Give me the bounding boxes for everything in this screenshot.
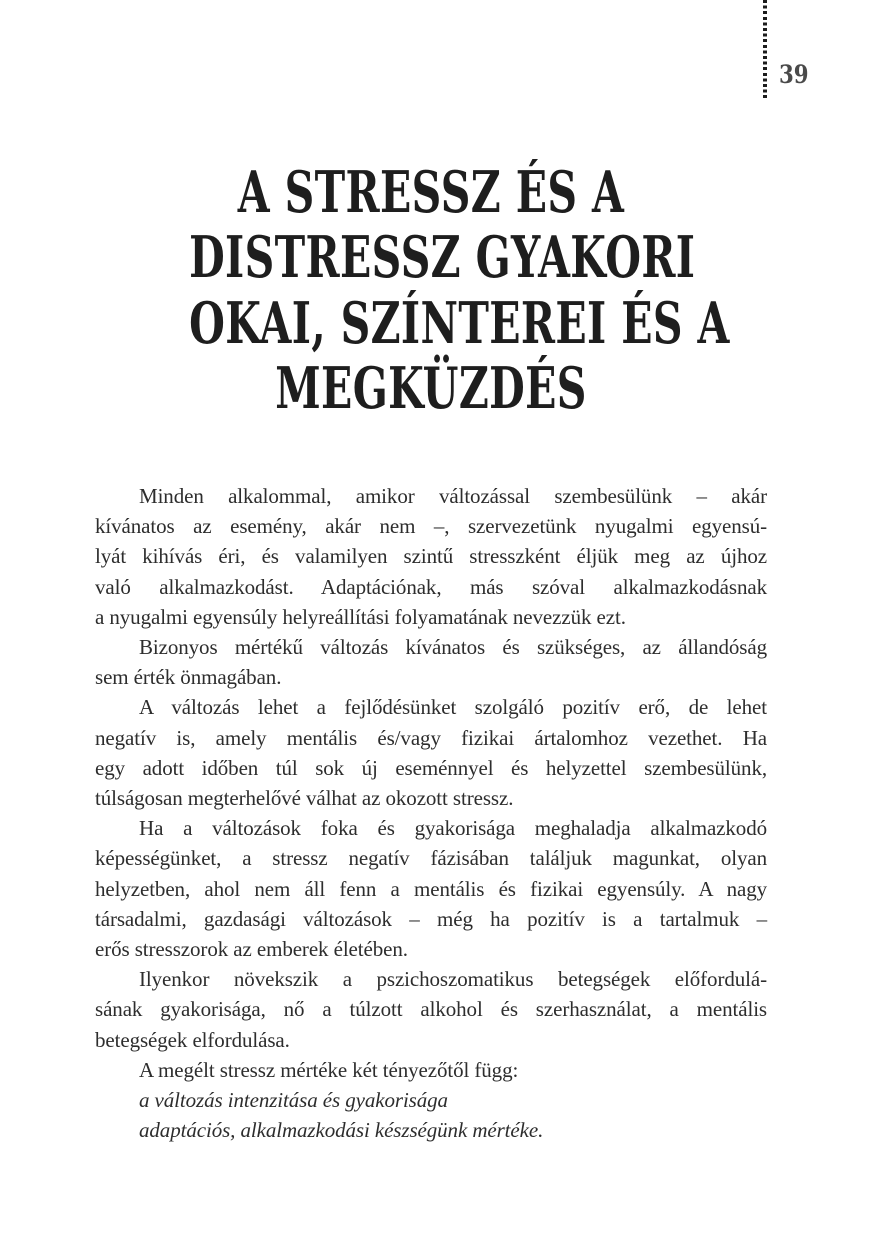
paragraph (95, 813, 767, 964)
page-title (95, 160, 767, 422)
dotted-margin-rule (763, 0, 767, 99)
text-line: egy adott időben túl sok új eseménnyel és helyzettel szembesülünk, (95, 755, 767, 780)
text-line: Bizonyos mértékű változás kívánatos és szükséges, az állandóság (139, 635, 767, 660)
page-number: 39 (779, 60, 809, 89)
text-line: Minden alkalommal, amikor változással szembesülünk – akár (139, 484, 767, 508)
paragraph (95, 481, 767, 632)
text-line: képességünket, a stressz negatív fázisában találjuk magunkat, olyan (95, 846, 767, 871)
text-line: sem érték önmagában. (95, 665, 282, 690)
title-line: MEGKÜZDÉS (275, 355, 587, 423)
paragraph (95, 692, 767, 813)
title-line: DISTRESSZ GYAKORI (189, 224, 696, 292)
text-line: a változás intenzitása és gyakorisága (139, 1088, 448, 1113)
text-line: adaptációs, alkalmazkodási készségünk mértéke. (139, 1118, 544, 1143)
paragraph (95, 964, 767, 1055)
text-line: betegségek elfordulása. (95, 1027, 290, 1052)
text-line: erős stresszorok az emberek életében. (95, 937, 408, 962)
text-line: Ha a változások foka és gyakorisága meghaladja alkalmazkodó (139, 816, 767, 841)
title-line: OKAI, SZÍNTEREI ÉS A (189, 289, 730, 357)
title-line: A STRESSZ ÉS A (237, 159, 625, 226)
text-line: sának gyakorisága, nő a túlzott alkohol és szerhasználat, a mentális (95, 997, 767, 1022)
text-line: helyzetben, ahol nem áll fenn a mentális és fizikai egyensúly. A nagy (95, 876, 767, 901)
text-line: túlságosan megterhelővé válhat az okozott stressz. (95, 786, 514, 811)
text-line: kívánatos az esemény, akár nem –, szervezetünk nyugalmi egyensú- (95, 514, 767, 539)
text-line: Ilyenkor növekszik a pszichoszomatikus betegségek előfordulá- (139, 967, 767, 992)
paragraph (95, 632, 767, 692)
body-text (95, 481, 767, 1145)
text-line: lyát kihívás éri, és valamilyen szintű stresszként éljük meg az újhoz (95, 544, 767, 569)
paragraph (95, 1115, 767, 1145)
text-line: a nyugalmi egyensúly helyreállítási folyamatának nevezzük ezt. (95, 604, 626, 629)
text-line: való alkalmazkodást. Adaptációnak, más szóval alkalmazkodásnak (95, 574, 767, 599)
text-line: A változás lehet a fejlődésünket szolgáló pozitív erő, de lehet (139, 695, 767, 720)
text-line: negatív is, amely mentális és/vagy fizikai ártalomhoz vezethet. Ha (95, 725, 767, 750)
text-line: A megélt stressz mértéke két tényezőtől függ: (139, 1057, 519, 1082)
text-line: társadalmi, gazdasági változások – még ha pozitív is a tartalmuk – (95, 906, 767, 931)
paragraph (95, 1055, 767, 1085)
paragraph (95, 1085, 767, 1115)
